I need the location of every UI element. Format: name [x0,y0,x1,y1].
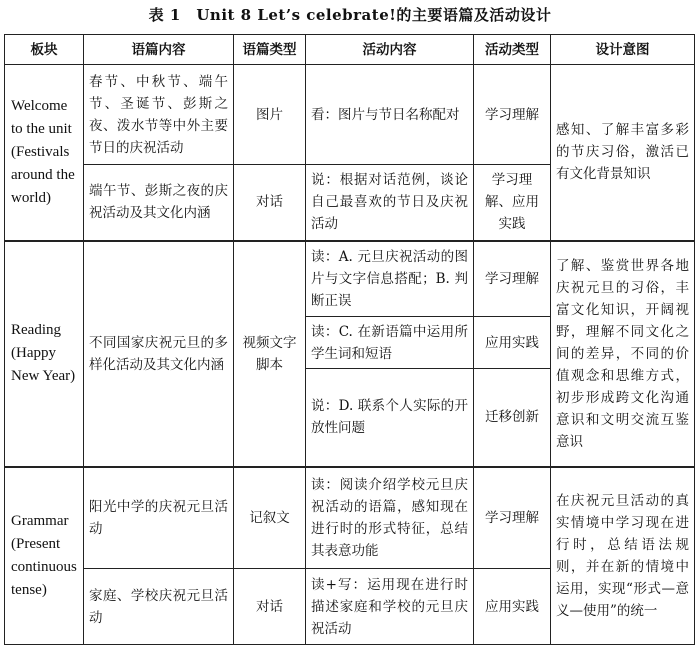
activity-content-cell: 读：A. 元旦庆祝活动的图片与文字信息搭配；B. 判断正误 [306,241,474,317]
activity-type-cell: 学习理解 [474,65,551,165]
table-row [5,65,695,165]
text-type-cell: 视频文字脚本 [234,241,306,467]
text-type-cell: 对话 [234,569,306,645]
design-intent-cell: 了解、鉴赏世界各地庆祝元旦的习俗，丰富文化知识，开阔视野，理解不同文化之间的差异，不同的价值观念和思维方式，初步形成跨文化沟通意识和文明交流互鉴意识 [551,241,695,467]
activity-type-cell: 应用实践 [474,317,551,369]
text-content-cell: 阳光中学的庆祝元旦活动 [84,467,234,569]
section-grammar: Grammar (Present continuous tense) [5,467,84,645]
table-caption: 表 1 Unit 8 Let’s celebrate!的主要语篇及活动设计 [148,6,552,24]
activity-content-cell: 读：阅读介绍学校元旦庆祝活动的语篇，感知现在进行时的形式特征，总结其表意功能 [306,467,474,569]
text-type-cell: 对话 [234,165,306,241]
activity-content-cell: 看：图片与节日名称配对 [306,65,474,165]
activity-type-cell: 学习理解 [474,467,551,569]
table-row [5,467,695,569]
activity-type-cell: 应用实践 [474,569,551,645]
header-section: 板块 [5,35,84,65]
text-type-cell: 图片 [234,65,306,165]
activity-content-cell: 读+写：运用现在进行时描述家庭和学校的元旦庆祝活动 [306,569,474,645]
activity-design-table [4,34,695,645]
header-text-type: 语篇类型 [234,35,306,65]
activity-content-cell: 说：根据对话范例，谈论自己最喜欢的节日及庆祝活动 [306,165,474,241]
activity-type-cell: 学习理解 [474,241,551,317]
text-type-cell: 记叙文 [234,467,306,569]
text-content-cell: 家庭、学校庆祝元旦活动 [84,569,234,645]
header-design-intent: 设计意图 [551,35,695,65]
text-content-cell: 不同国家庆祝元旦的多样化活动及其文化内涵 [84,241,234,467]
header-text-content: 语篇内容 [84,35,234,65]
section-welcome: Welcome to the unit (Festivals around the world) [5,65,84,241]
design-intent-cell: 在庆祝元旦活动的真实情境中学习现在进行时，总结语法规则，并在新的情境中运用，实现“形式—意义—使用”的统一 [551,467,695,645]
activity-type-cell: 迁移创新 [474,369,551,467]
activity-content-cell: 说：D. 联系个人实际的开放性问题 [306,369,474,467]
header-activity-type: 活动类型 [474,35,551,65]
activity-content-cell: 读：C. 在新语篇中运用所学生词和短语 [306,317,474,369]
table-row [5,241,695,317]
header-row [5,35,695,65]
header-activity-content: 活动内容 [306,35,474,65]
text-content-cell: 端午节、彭斯之夜的庆祝活动及其文化内涵 [84,165,234,241]
activity-type-cell: 学习理解、应用实践 [474,165,551,241]
section-reading: Reading (Happy New Year) [5,241,84,467]
text-content-cell: 春节、中秋节、端午节、圣诞节、彭斯之夜、泼水节等中外主要节日的庆祝活动 [84,65,234,165]
design-intent-cell: 感知、了解丰富多彩的节庆习俗，激活已有文化背景知识 [551,65,695,241]
